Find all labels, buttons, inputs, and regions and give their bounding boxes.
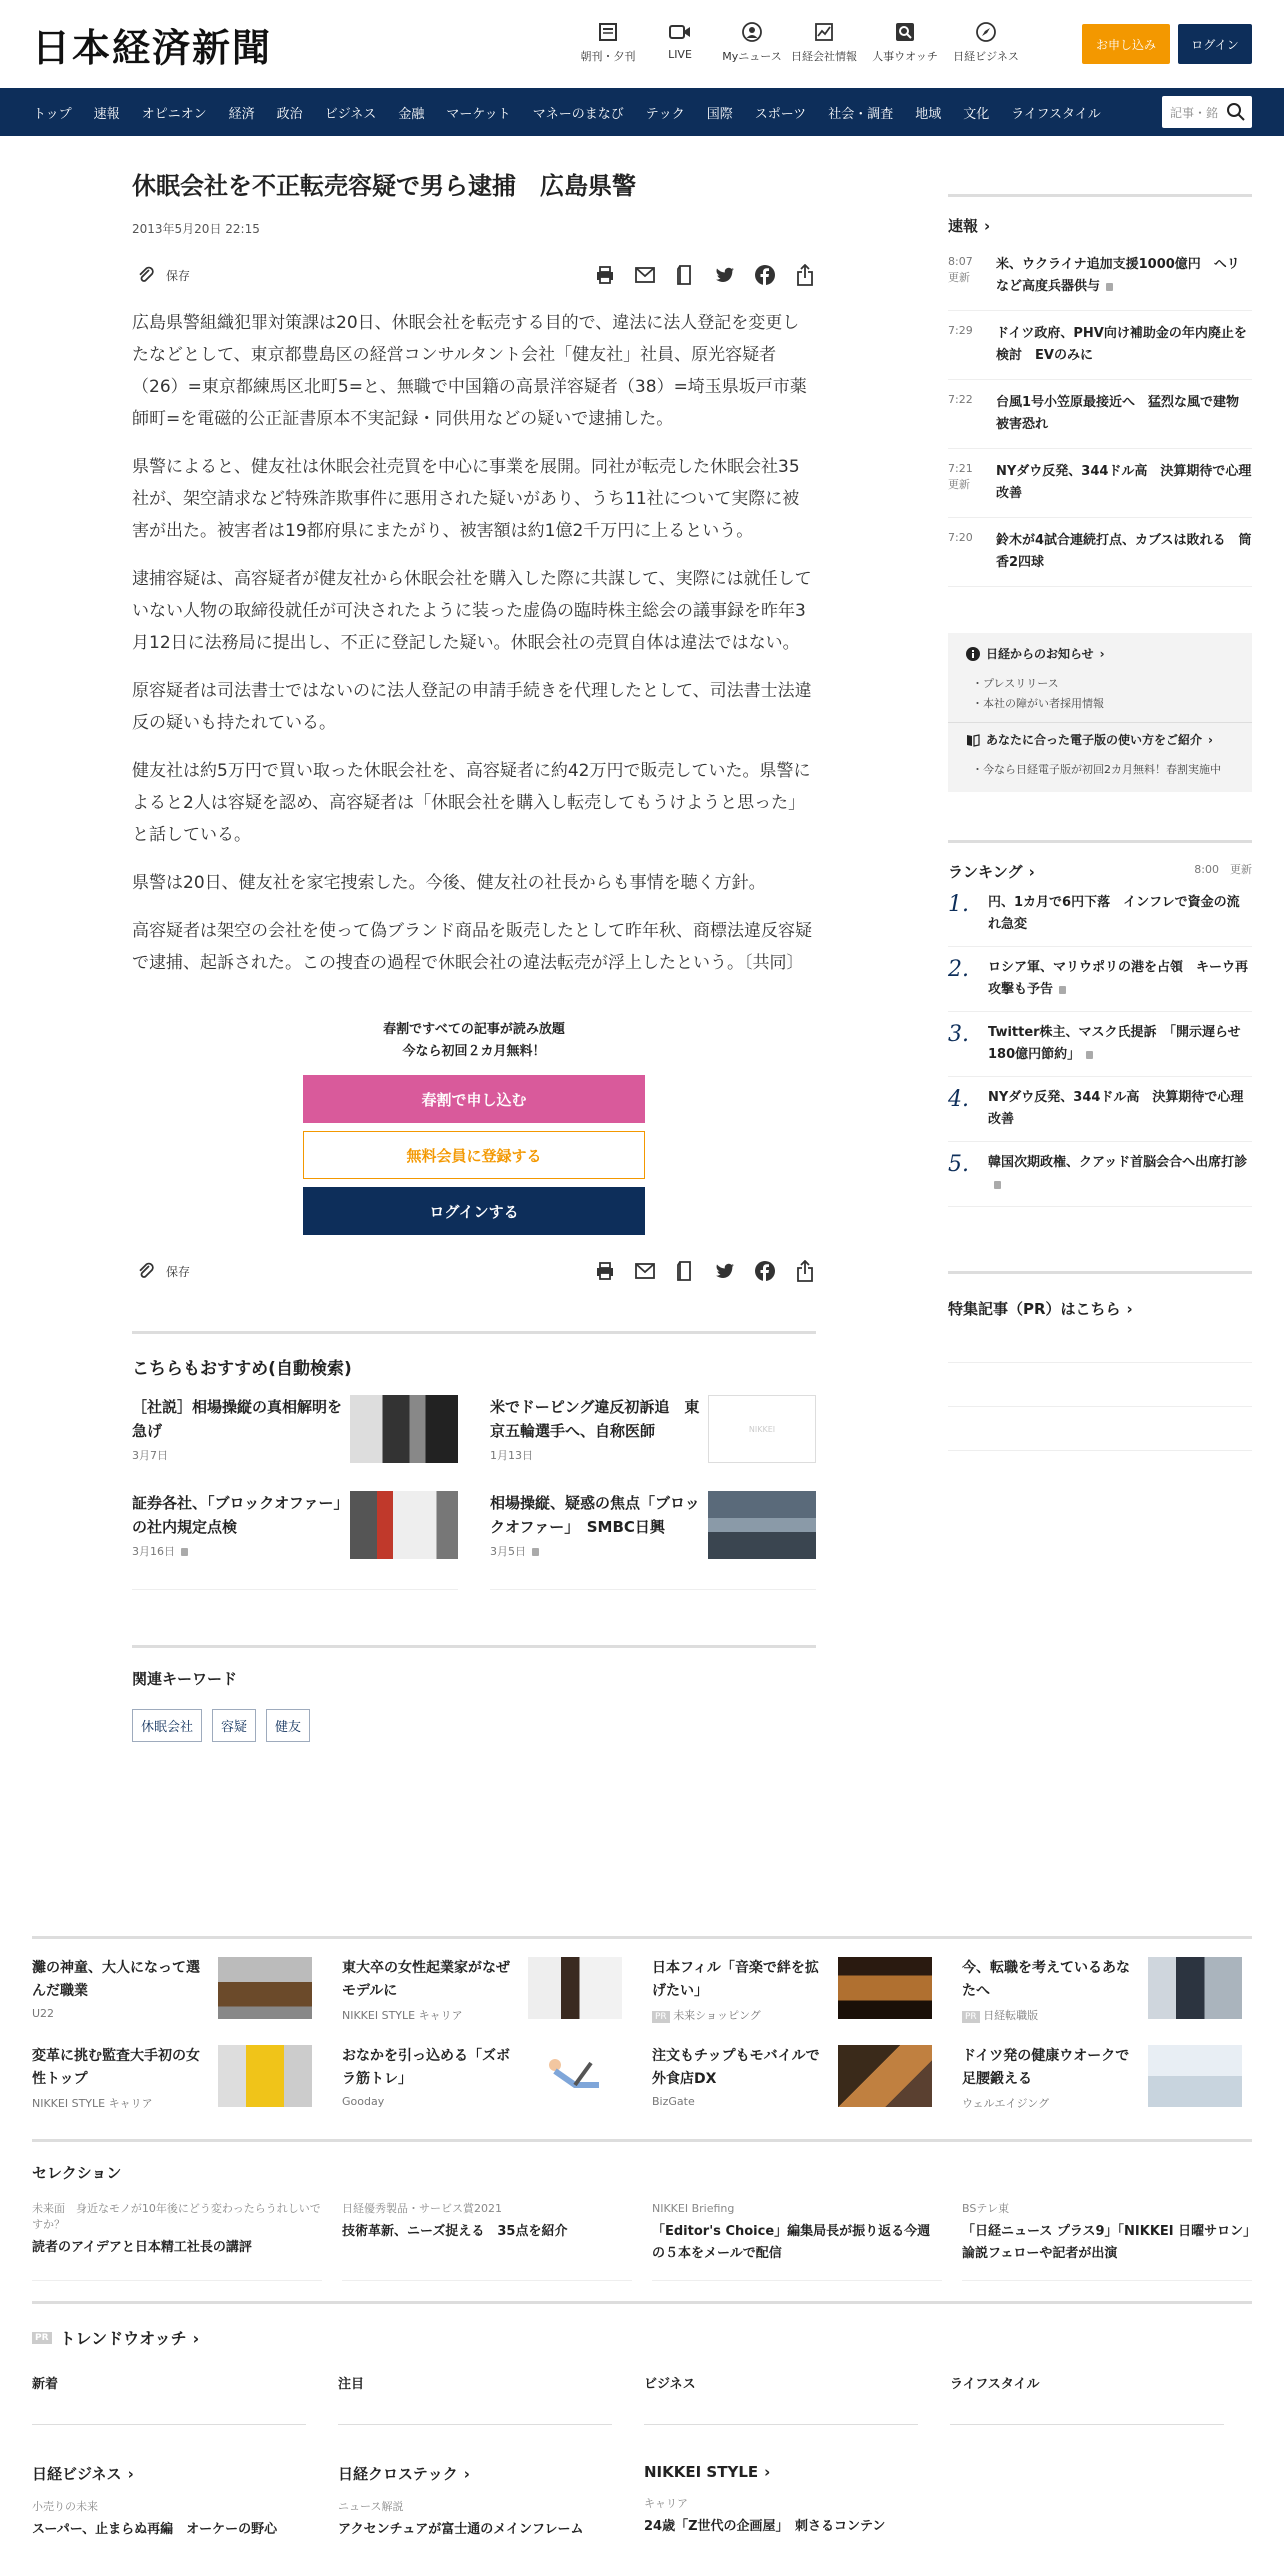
clip-page-icon[interactable] xyxy=(674,1260,696,1282)
breaking-item[interactable]: 7:22 台風1号小笠原最接近へ 猛烈な風で建物被害恐れ xyxy=(948,380,1252,449)
nav-item[interactable]: ビジネス xyxy=(324,106,377,122)
trend-watch-heading[interactable]: PR トレンドウオッチ › xyxy=(32,2326,1252,2349)
pr-thumbnail xyxy=(218,1957,312,2019)
media-column: NIKKEI STYLE › キャリア 24歳「Z世代の企画屋」 刺さるコンテン xyxy=(644,2463,918,2537)
trend-tab-featured[interactable]: 注目 xyxy=(338,2373,612,2425)
article-title: 休眠会社を不正転売容疑で男ら逮捕 広島県警 xyxy=(132,172,636,200)
paperclip-icon xyxy=(136,1261,156,1281)
video-icon xyxy=(669,24,691,40)
selection-item[interactable]: 未来面 身近なモノが10年後にどう変わったらうれしいですか？ 読者のアイデアと日本精工社長の講評 xyxy=(32,2201,322,2281)
share-icon[interactable] xyxy=(794,1260,816,1282)
pr-thumbnail xyxy=(218,2045,312,2107)
trend-watch-section xyxy=(32,2301,1252,2425)
nav-item[interactable]: テック xyxy=(645,106,685,122)
pr-card[interactable]: 日本フィル「音楽で絆を拡げたい」 PR 未来ショッピング xyxy=(652,1957,932,2023)
notice-link[interactable]: ・ プレスリリース xyxy=(986,674,1234,694)
trend-tab-lifestyle[interactable]: ライフスタイル xyxy=(950,2373,1224,2425)
exercise-illustration xyxy=(535,2051,615,2101)
nav-item[interactable]: 経済 xyxy=(228,106,255,122)
breaking-item[interactable]: 8:07 更新 米、ウクライナ追加支援1000億円 ヘリなど高度兵器供与 xyxy=(948,242,1252,311)
promo-login-button[interactable]: ログインする xyxy=(303,1187,645,1235)
header-link-personnel-watch[interactable]: 人事ウオッチ xyxy=(860,20,950,64)
keywords-heading: 関連キーワード xyxy=(132,1670,238,1688)
keyword-tag[interactable]: 容疑 xyxy=(212,1709,256,1742)
facebook-icon[interactable] xyxy=(754,1260,776,1282)
nav-item[interactable]: スポーツ xyxy=(754,106,807,122)
mail-icon[interactable] xyxy=(634,1260,656,1282)
article-paragraph: 県警は20日、健友社を家宅捜索した。今後、健友社の社長からも事情を聴く方針。 xyxy=(132,873,766,893)
pr-badge: PR xyxy=(32,2332,52,2344)
ranking-section xyxy=(948,840,1252,1207)
media-heading[interactable]: 日経ビジネス › xyxy=(32,2463,306,2484)
header-link-live[interactable]: LIVE xyxy=(644,20,716,64)
media-heading[interactable]: NIKKEI STYLE › xyxy=(644,2463,918,2481)
article-paragraph: 高容疑者は架空の会社を使って偽ブランド商品を販売したとして昨年秋、商標法違反容疑で逮捕、起訴された。この捜査の過程で休眠会社の違法転売が浮上したという。〔共同〕 xyxy=(132,921,812,973)
pr-badge: PR xyxy=(962,2011,980,2023)
pr-badge: PR xyxy=(652,2011,670,2023)
breaking-item[interactable]: 7:20 鈴木が4試合連続打点、カブスは敗れる 筒香2四球 xyxy=(948,518,1252,587)
share-icon[interactable] xyxy=(794,264,816,286)
recommend-card[interactable]: 相場操縦、疑惑の焦点「ブロックオファー」 SMBC日興 3月5日 xyxy=(490,1491,816,1559)
article-paragraph: 原容疑者は司法書士ではないのに法人登記の申請手続きを代理したとして、司法書士法違反の疑いも持たれている。 xyxy=(132,681,812,733)
share-tools xyxy=(594,1260,816,1282)
article-tools-bottom xyxy=(132,1251,816,1291)
nav-item[interactable]: 金融 xyxy=(398,106,425,122)
header-link-nikkei-business[interactable]: 日経ビジネス xyxy=(950,20,1022,64)
nav-item[interactable]: オピニオン xyxy=(141,106,207,122)
header-icon-nav xyxy=(572,20,1022,64)
recommend-section xyxy=(132,1331,816,1615)
breaking-list xyxy=(948,242,1252,587)
pr-card[interactable]: 今、転職を考えているあなたへ PR 日経転職版 xyxy=(962,1957,1242,2023)
recommend-thumbnail xyxy=(350,1395,458,1463)
guide-link[interactable]: ・ 今なら日経電子版が初回2カ月無料！春割実施中 xyxy=(986,760,1234,780)
trend-tab-business[interactable]: ビジネス xyxy=(644,2373,918,2425)
notice-heading[interactable]: 日経からのお知らせ › xyxy=(966,645,1234,662)
article-paragraph: 逮捕容疑は、高容疑者が健友社から休眠会社を購入した際に共謀して、実際には就任していない人物の取締役就任が可決されたように装った虚偽の臨時株主総会の議事録を昨年3月12日に法務局に提出し、不正に登記した疑い。休眠会社の売買自体は違法ではない。 xyxy=(132,569,812,653)
article-main xyxy=(132,168,816,1742)
mail-icon[interactable] xyxy=(634,264,656,286)
subscribe-button[interactable]: 春割で申し込む xyxy=(303,1075,645,1123)
recommend-thumbnail xyxy=(708,1491,816,1559)
pr-thumbnail xyxy=(528,1957,622,2019)
recommend-card[interactable]: 米でドーピング違反初訴追 東京五輪選手へ、自称医師 1月13日 NIKKEI xyxy=(490,1395,816,1463)
search-input[interactable] xyxy=(1162,96,1252,128)
pr-thumbnail xyxy=(838,2045,932,2107)
recommend-card[interactable]: ［社説］相場操縦の真相解明を急げ 3月7日 xyxy=(132,1395,458,1463)
keywords-section xyxy=(132,1645,816,1742)
pr-card[interactable]: おなかを引っ込める「ズボラ筋トレ」 Gooday xyxy=(342,2045,622,2111)
pr-thumbnail xyxy=(838,1957,932,2019)
nav-item[interactable]: トップ xyxy=(33,106,72,122)
keyword-tag[interactable]: 休眠会社 xyxy=(132,1709,202,1742)
site-logo[interactable]: 日本経済新聞 xyxy=(32,24,273,70)
recommend-card[interactable]: 証券各社、「ブロックオファー」の社内規定点検 3月16日 xyxy=(132,1491,458,1559)
pr-feature-heading[interactable]: 特集記事（PR）はこちら › xyxy=(948,1271,1252,1319)
pr-card[interactable]: 変革に挑む監査大手初の女性トップ NIKKEI STYLE キャリア xyxy=(32,2045,312,2111)
pr-feature-list xyxy=(948,1319,1252,1451)
nav-item[interactable]: 社会・調査 xyxy=(828,106,894,122)
nav-item[interactable]: マネーのまなび xyxy=(532,106,624,122)
ranking-heading[interactable]: ランキング › xyxy=(948,861,1035,882)
header-link-mynews[interactable]: Myニュース xyxy=(716,20,788,64)
recommend-thumbnail xyxy=(350,1491,458,1559)
promo-line-2: 今なら初回２カ月無料！ xyxy=(402,1044,546,1059)
paperclip-icon xyxy=(136,265,156,285)
pr-card[interactable]: 灘の神童、大人になって選んだ職業 U22 xyxy=(32,1957,312,2023)
promo-line-1: 春割ですべての記事が読み放題 xyxy=(383,1022,565,1037)
pr-thumbnail xyxy=(528,2045,622,2107)
user-icon xyxy=(742,22,762,42)
header-link-company-info[interactable]: 日経会社情報 xyxy=(788,20,860,64)
media-headline[interactable]: スーパー、止まらぬ再編 オーケーの野心 xyxy=(32,2522,278,2537)
nav-item[interactable]: 国際 xyxy=(706,106,733,122)
ranking-item[interactable]: 1. 円、1カ月で6円下落 インフレで資金の流れ急変 xyxy=(948,882,1252,947)
media-column: 日経クロステック › ニュース解説 アクセンチュアが富士通のメインフレーム xyxy=(338,2463,612,2537)
guide-heading[interactable]: あなたに合った電子版の使い方をご紹介 › xyxy=(966,731,1234,748)
apply-button[interactable]: お申し込み xyxy=(1082,24,1170,64)
ranking-item[interactable]: 4. NYダウ反発、344ドル高 決算期待で心理改善 xyxy=(948,1077,1252,1142)
ranking-item[interactable]: 5. 韓国次期政権、クアッド首脳会合へ出席打診 xyxy=(948,1142,1252,1207)
pr-card[interactable]: 注文もチップもモバイルで外食店DX BizGate xyxy=(652,2045,932,2111)
keyword-tag[interactable]: 健友 xyxy=(266,1709,310,1742)
ranking-updated: 8:00 更新 xyxy=(1194,863,1252,876)
newspaper-icon xyxy=(598,23,618,41)
clip-page-icon[interactable] xyxy=(674,264,696,286)
article-body xyxy=(132,307,816,979)
print-icon[interactable] xyxy=(594,1260,616,1282)
selection-section xyxy=(32,2139,1252,2281)
twitter-icon[interactable] xyxy=(714,1260,736,1282)
login-button[interactable]: ログイン xyxy=(1178,24,1252,64)
article-tools-top xyxy=(132,255,816,295)
breaking-item[interactable]: 7:29 ドイツ政府、PHV向け補助金の年内廃止を検討 EVのみに xyxy=(948,311,1252,380)
media-headline[interactable]: 24歳「Z世代の企画屋」 刺さるコンテン xyxy=(644,2519,886,2534)
save-button[interactable]: 保存 xyxy=(136,265,190,285)
recommend-thumbnail: NIKKEI xyxy=(708,1395,816,1463)
nav-item[interactable]: 政治 xyxy=(276,106,303,122)
pr-card[interactable]: ドイツ発の健康ウオークで足腰鍛える ウェルエイジング xyxy=(962,2045,1242,2111)
main-nav xyxy=(0,88,1284,136)
recommend-separators xyxy=(132,1589,816,1615)
notice-link[interactable]: ・ 本社の障がい者採用情報 xyxy=(986,694,1234,714)
nav-item[interactable]: 地域 xyxy=(915,106,942,122)
breaking-item[interactable]: 7:21 更新 NYダウ反発、344ドル高 決算期待で心理改善 xyxy=(948,449,1252,518)
selection-item[interactable]: BSテレ東 「日経ニュース プラス9」「NIKKEI 日曜サロン」論説フェローや記者が出演 xyxy=(962,2201,1252,2281)
search-icon[interactable] xyxy=(1226,102,1246,122)
share-tools xyxy=(594,264,816,286)
trend-tab-new[interactable]: 新着 xyxy=(32,2373,306,2425)
book-icon xyxy=(966,733,980,747)
nav-item[interactable]: マーケット xyxy=(446,106,511,122)
twitter-icon[interactable] xyxy=(714,264,736,286)
selection-item[interactable]: 日経優秀製品・サービス賞2021 技術革新、ニーズ捉える 35点を紹介 xyxy=(342,2201,632,2281)
chart-icon xyxy=(814,22,834,42)
search-placeholder: 記事・銘 xyxy=(1170,105,1219,120)
pr-card[interactable]: 東大卒の女性起業家がなぜモデルに NIKKEI STYLE キャリア xyxy=(342,1957,622,2023)
site-header xyxy=(0,0,1284,88)
notice-box xyxy=(948,633,1252,792)
media-headline[interactable]: アクセンチュアが富士通のメインフレーム xyxy=(338,2522,584,2537)
recommend-heading: こちらもおすすめ(自動検索) xyxy=(132,1359,352,1379)
breaking-heading[interactable]: 速報 › xyxy=(948,194,1252,236)
article-date: 2013年5月20日 22:15 xyxy=(132,222,260,236)
pr-thumbnail xyxy=(1148,2045,1242,2107)
header-link-print-edition[interactable]: 朝刊・夕刊 xyxy=(572,20,644,64)
selection-heading: セレクション xyxy=(32,2164,122,2182)
pr-thumbnail xyxy=(1148,1957,1242,2019)
ranking-item[interactable]: 2. ロシア軍、マリウポリの港を占領 キーウ再攻撃も予告 xyxy=(948,947,1252,1012)
compass-icon xyxy=(976,22,996,42)
article-paragraph: 健友社は約5万円で買い取った休眠会社を、高容疑者に約42万円で販売していた。県警によると2人は容疑を認め、高容疑者は「休眠会社を購入し転売してもうけようと思った」と話している。 xyxy=(132,761,811,845)
subscription-promo xyxy=(132,1019,816,1235)
nav-item[interactable]: 文化 xyxy=(963,106,990,122)
info-icon xyxy=(966,647,980,661)
media-column: 日経ビジネス › 小売りの未来 スーパー、止まらぬ再編 オーケーの野心 xyxy=(32,2463,306,2537)
print-icon[interactable] xyxy=(594,264,616,286)
bottom-section xyxy=(32,1936,1252,2537)
media-links xyxy=(32,2463,1252,2537)
ranking-item[interactable]: 3. Twitter株主、マスク氏提訴 「開示遅らせ180億円節約」 xyxy=(948,1012,1252,1077)
nav-item[interactable]: ライフスタイル xyxy=(1011,106,1101,122)
selection-item[interactable]: NIKKEI Briefing 「Editor's Choice」編集局長が振り返る今週の５本をメールで配信 xyxy=(652,2201,942,2281)
save-button[interactable]: 保存 xyxy=(136,1261,190,1281)
pr-grid xyxy=(32,1939,1252,2111)
search-person-icon xyxy=(895,22,915,42)
nav-item[interactable]: 速報 xyxy=(93,106,120,122)
facebook-icon[interactable] xyxy=(754,264,776,286)
media-heading[interactable]: 日経クロステック › xyxy=(338,2463,612,2484)
article-paragraph: 県警によると、健友社は休眠会社売買を中心に事業を展開。同社が転売した休眠会社35社が、架空請求など特殊詐欺事件に悪用された疑いがあり、うち11社について実際に被害が出た。被害者は19都府県にまたがり、被害額は約1億2千万円に上るという。 xyxy=(132,457,800,541)
free-register-button[interactable]: 無料会員に登録する xyxy=(303,1131,645,1179)
sidebar xyxy=(948,194,1252,1451)
article-paragraph: 広島県警組織犯罪対策課は20日、休眠会社を転売する目的で、違法に法人登記を変更したなどとして、東京都豊島区の経営コンサルタント会社「健友社」社員、原光容疑者（26）=東京都練馬区北町5=と、無職で中国籍の高景洋容疑者（38）=埼玉県坂戸市薬師町=を電磁的公正証書原本不実記録・同供用などの疑いで逮捕した。 xyxy=(132,313,807,429)
